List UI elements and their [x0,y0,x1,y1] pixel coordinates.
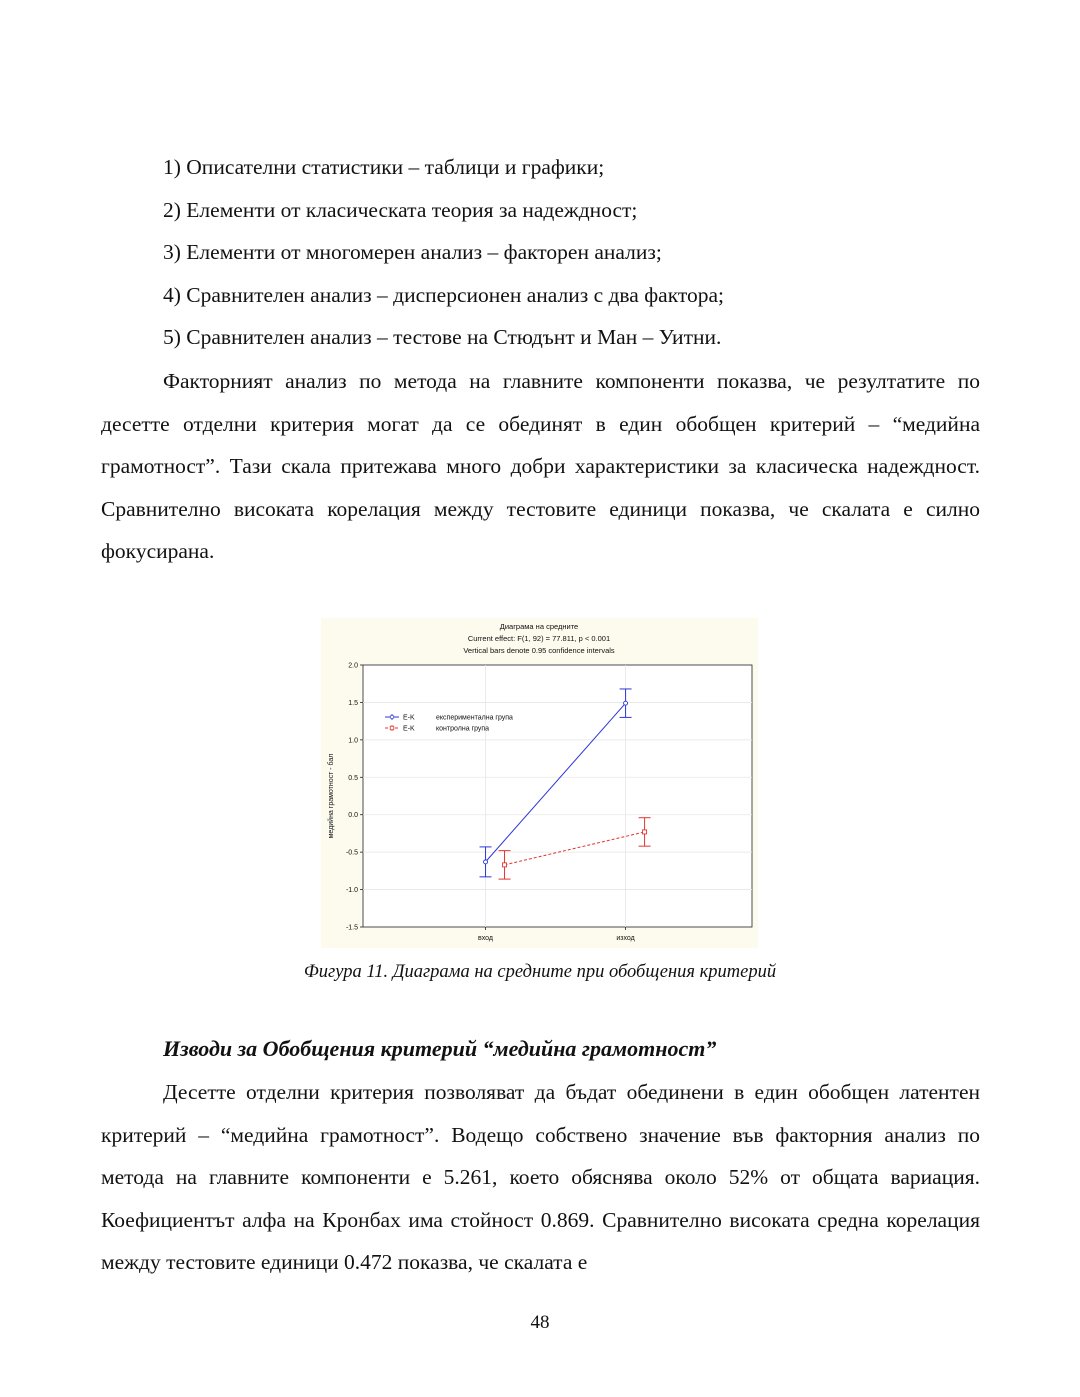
legend-marker [390,715,394,719]
means-plot [321,618,758,948]
list-item: 5) Сравнителен анализ – тестове на Стюдънт и Ман – Уитни. [163,325,722,349]
data-point [503,863,507,867]
data-point [643,830,647,834]
legend-label: експериментална група [436,714,513,722]
chart-title: Диаграма на средните [499,622,579,631]
chart-subtitle: Current effect: F(1, 92) = 77.811, p < 0.001 [467,634,611,643]
list-item: 2) Елементи от класическата теория за надеждност; [163,198,638,222]
y-tick-label: 0.5 [348,774,358,782]
list-item: 3) Елементи от многомерен анализ – факторен анализ; [163,240,662,264]
list-item: 1) Описателни статистики – таблици и графики; [163,155,605,179]
x-tick-label: изход [616,935,635,942]
section-heading: Изводи за Обобщения критерий “медийна грамотност” [163,1036,717,1061]
x-tick-label: вход [478,935,494,942]
y-tick-label: -1.5 [345,924,358,932]
data-point [484,860,488,864]
y-tick-label: -0.5 [345,849,358,857]
page-number: 48 [530,1312,550,1333]
legend-code: E-K [403,714,415,722]
y-tick-label: 1.5 [348,699,358,707]
y-tick-label: 0.0 [348,812,358,820]
legend-code: E-K [403,725,415,733]
plot-area [363,665,752,927]
chart-note: Vertical bars denote 0.95 confidence intervals [463,646,615,655]
paragraph: Факторният анализ по метода на главните компоненти показва, че резултатите по десетте отделни критерия могат да се обединят в един обобщен критерий – “медийна грамотност”. Тази скала притежава много добри характеристики за класическа надеждност. Сравнително високата корелация между тестовите единици показва, че скалата е силно фокусирана. [101,369,980,563]
y-tick-label: 2.0 [348,662,358,670]
figure-chart [321,618,758,948]
paragraph: Десетте отделни критерия позволяват да бъдат обединени в един обобщен латентен критерий – “медийна грамотност”. Водещо собствено значение във факторния анализ по метода на главните компоненти е 5.261, което обяснява около 52% от общата вариация. Коефициентът алфа на Кронбах има стойност 0.869. Сравнително високата средна корелация между тестовите единици 0.472 показва, че скалата е [101,1080,980,1274]
figure-caption: Фигура 11. Диаграма на средните при обобщения критерий [303,962,777,982]
y-axis-label: медийна грамотност - бал [328,753,335,839]
y-tick-label: 1.0 [348,737,358,745]
legend-label: контролна група [436,725,490,733]
legend-marker [390,726,394,730]
list-item: 4) Сравнителен анализ – дисперсионен анализ с два фактора; [163,283,724,307]
data-point [624,701,628,705]
y-tick-label: -1.0 [345,887,358,895]
